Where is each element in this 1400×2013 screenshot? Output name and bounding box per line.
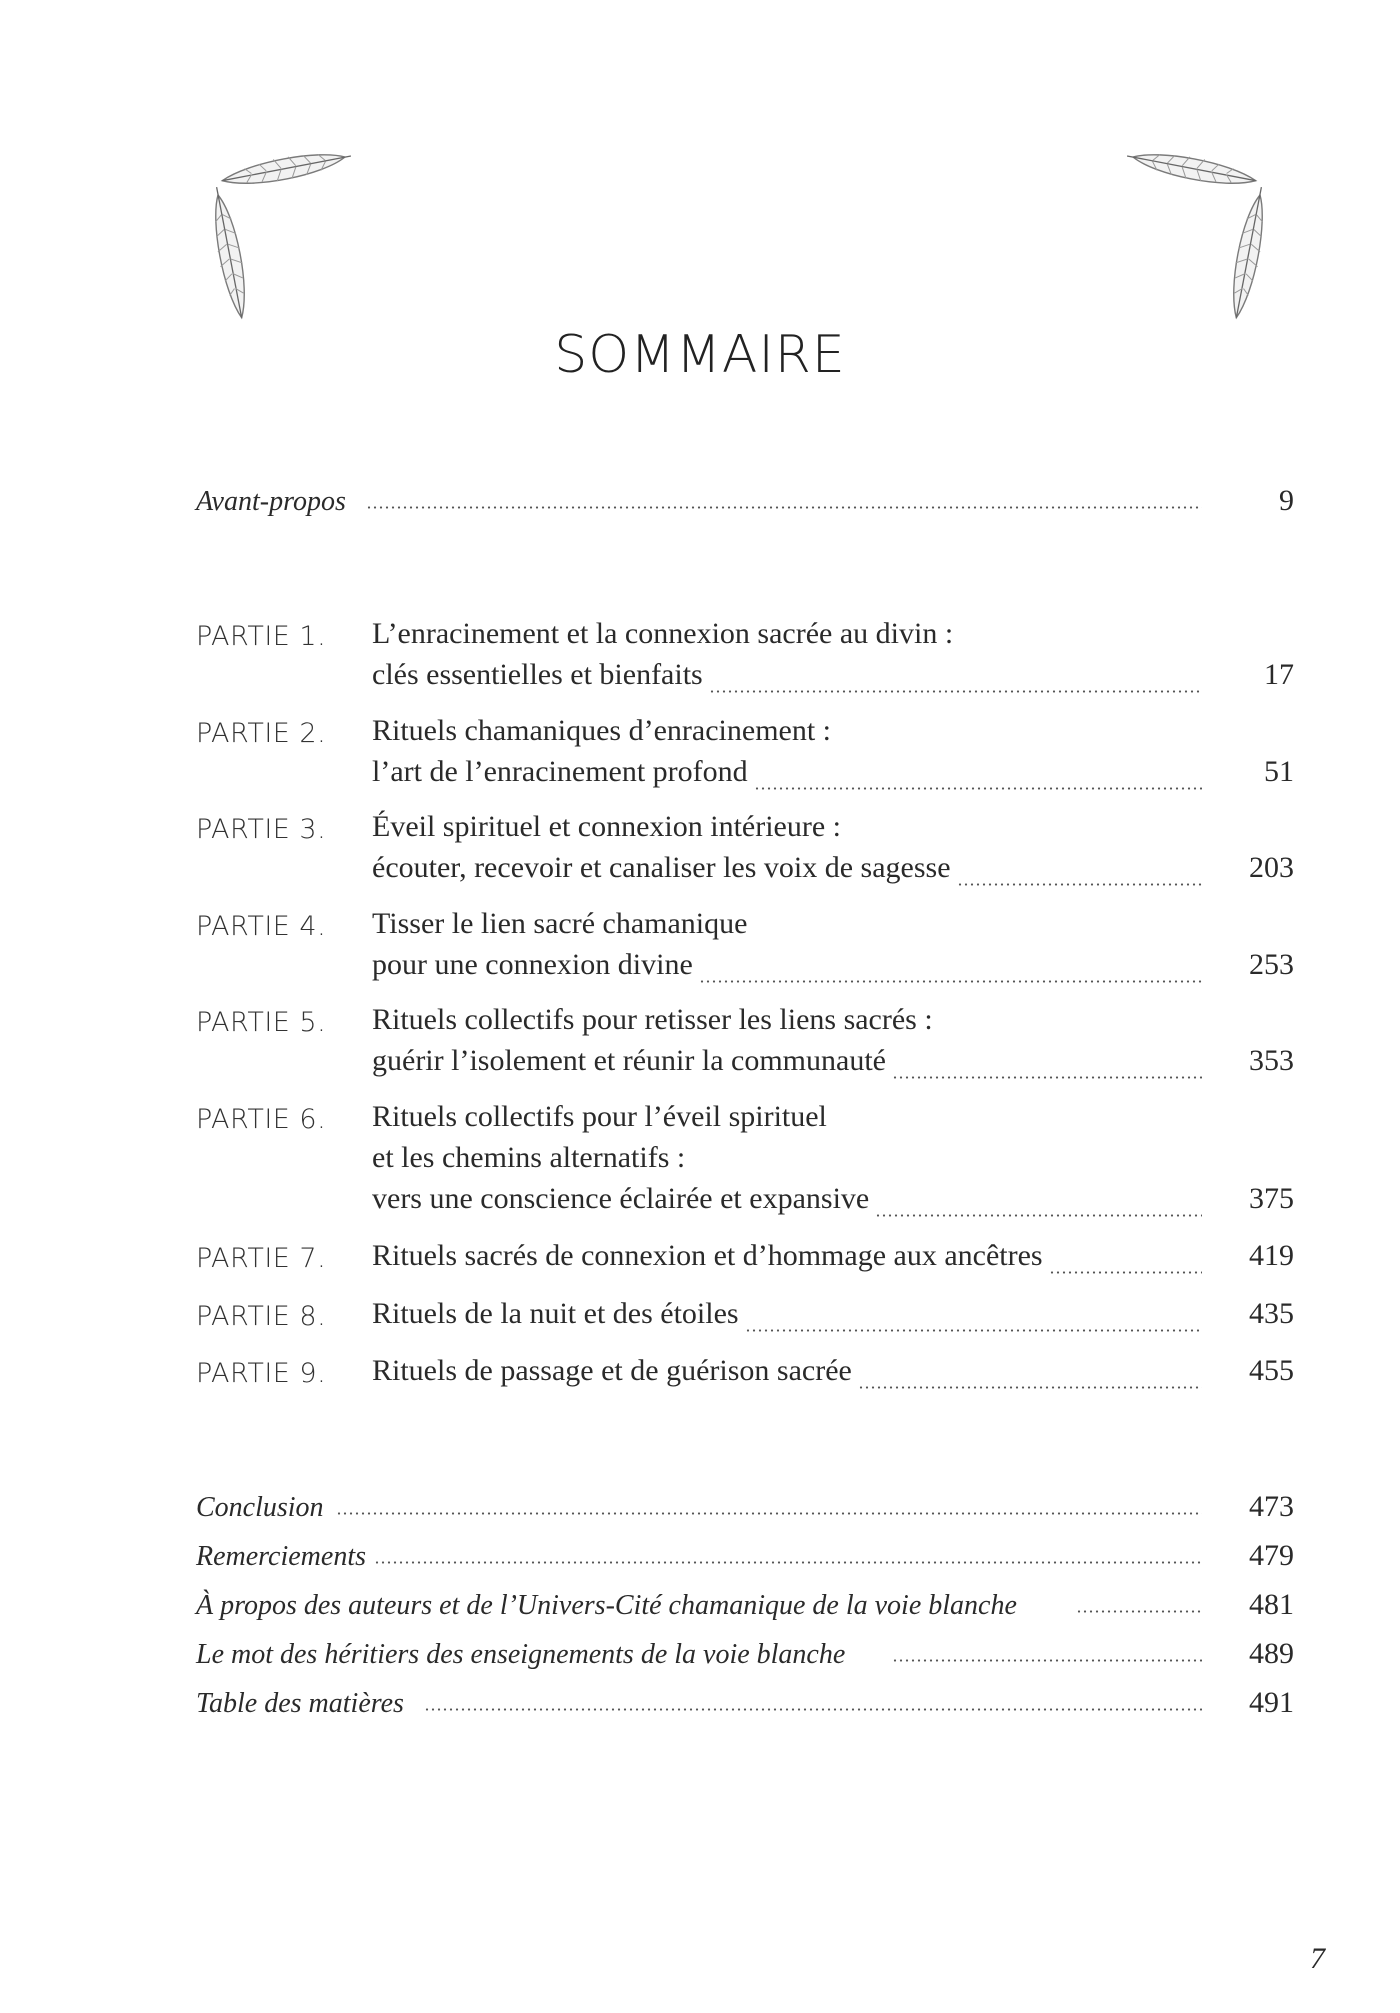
toc-entry-a-propos[interactable] <box>196 1578 1294 1622</box>
dot-leader <box>875 1214 1202 1217</box>
part-title-line: Rituels de la nuit et des étoiles <box>372 1297 739 1330</box>
toc-entry-label: Table des matières <box>196 1688 404 1719</box>
dot-leader <box>892 1659 1202 1662</box>
part-title-line: Rituels sacrés de connexion et d’hommage aux ancêtres <box>372 1239 1043 1272</box>
part-title-line: Rituels de passage et de guérison sacrée <box>372 1354 852 1387</box>
dot-leader <box>424 1708 1202 1711</box>
part-label: PARTIE 3. <box>196 814 327 845</box>
dot-leader <box>858 1386 1202 1389</box>
dot-leader <box>1076 1610 1202 1613</box>
toc-entry-remerciements[interactable] <box>196 1529 1294 1573</box>
part-title-line: Rituels chamaniques d’enracinement : <box>372 714 832 747</box>
toc-entry-table-des-matieres[interactable] <box>196 1676 1294 1720</box>
toc-entry-page: 353 <box>1249 1044 1294 1077</box>
toc-entry-page: 491 <box>1249 1686 1294 1719</box>
toc-entry-label: Le mot des héritiers des enseignements de la voie blanche <box>196 1639 846 1670</box>
part-title-line: Rituels collectifs pour retisser les liens sacrés : <box>372 1003 933 1036</box>
dot-leader <box>709 690 1202 693</box>
toc-entry-page: 455 <box>1249 1354 1294 1387</box>
feather-icon <box>1226 185 1271 320</box>
part-label: PARTIE 4. <box>196 911 327 942</box>
page-title: SOMMAIRE <box>554 325 846 385</box>
part-label: PARTIE 2. <box>196 718 327 749</box>
toc-entry-part-4[interactable] <box>196 907 1294 989</box>
feather-ornament-top-right <box>1118 125 1288 355</box>
toc-entry-part-1[interactable] <box>196 617 1294 699</box>
feather-icon <box>220 146 353 190</box>
toc-entry-label: À propos des auteurs et de l’Univers-Cité chamanique de la voie blanche <box>196 1590 1017 1621</box>
toc-entry-heritiers[interactable] <box>196 1627 1294 1671</box>
dot-leader <box>366 506 1202 509</box>
part-title-line: vers une conscience éclairée et expansive <box>372 1182 870 1215</box>
dot-leader <box>892 1076 1202 1079</box>
toc-entry-part-2[interactable] <box>196 714 1294 796</box>
toc-entry-avant-propos[interactable] <box>196 474 1294 518</box>
dot-leader <box>374 1561 1202 1564</box>
dot-leader <box>957 883 1202 886</box>
toc-entry-page: 473 <box>1249 1490 1294 1523</box>
toc-entry-part-6[interactable] <box>196 1100 1294 1223</box>
part-title-line: l’art de l’enracinement profond <box>372 755 748 788</box>
toc-entry-label: Conclusion <box>196 1492 324 1523</box>
toc-entry-page: 489 <box>1249 1637 1294 1670</box>
toc-entry-page: 203 <box>1249 851 1294 884</box>
toc-entry-part-7[interactable] <box>196 1239 1294 1280</box>
part-label: PARTIE 5. <box>196 1007 327 1038</box>
dot-leader <box>699 980 1202 983</box>
part-title-line: Tisser le lien sacré chamanique <box>372 907 748 940</box>
toc-entry-page: 51 <box>1264 755 1294 788</box>
toc-entry-page: 479 <box>1249 1539 1294 1572</box>
toc-entry-label: Remerciements <box>196 1541 366 1572</box>
part-label: PARTIE 7. <box>196 1243 327 1274</box>
part-title-line: pour une connexion divine <box>372 948 693 981</box>
toc-entry-page: 253 <box>1249 948 1294 981</box>
part-title-line: Éveil spirituel et connexion intérieure : <box>372 810 842 843</box>
part-title-line: Rituels collectifs pour l’éveil spirituel <box>372 1100 827 1133</box>
dot-leader <box>336 1512 1202 1515</box>
part-label: PARTIE 1. <box>196 621 327 652</box>
toc-entry-part-8[interactable] <box>196 1297 1294 1338</box>
toc-entry-page: 375 <box>1249 1182 1294 1215</box>
part-title-line: écouter, recevoir et canaliser les voix de sagesse <box>372 851 951 884</box>
feather-icon <box>1125 146 1258 190</box>
part-label: PARTIE 6. <box>196 1104 327 1135</box>
toc-entry-conclusion[interactable] <box>196 1480 1294 1524</box>
toc-entry-part-3[interactable] <box>196 810 1294 892</box>
toc-entry-label: Avant-propos <box>196 486 346 517</box>
feather-icon <box>207 185 252 320</box>
toc-entry-part-5[interactable] <box>196 1003 1294 1085</box>
toc-entry-page: 419 <box>1249 1239 1294 1272</box>
toc-entry-page: 9 <box>1279 484 1294 517</box>
part-title-line: guérir l’isolement et réunir la communauté <box>372 1044 886 1077</box>
toc-entry-page: 435 <box>1249 1297 1294 1330</box>
dot-leader <box>745 1329 1202 1332</box>
dot-leader <box>754 787 1202 790</box>
dot-leader <box>1049 1271 1202 1274</box>
part-label: PARTIE 8. <box>196 1301 327 1332</box>
toc-entry-page: 481 <box>1249 1588 1294 1621</box>
part-title-line: L’enracinement et la connexion sacrée au divin : <box>372 617 954 650</box>
part-label: PARTIE 9. <box>196 1358 327 1389</box>
toc-entry-part-9[interactable] <box>196 1354 1294 1395</box>
part-title-line: et les chemins alternatifs : <box>372 1141 686 1174</box>
page-number: 7 <box>1310 1942 1325 1975</box>
toc-entry-page: 17 <box>1264 658 1294 691</box>
feather-ornament-top-left <box>190 125 360 355</box>
part-title-line: clés essentielles et bienfaits <box>372 658 703 691</box>
